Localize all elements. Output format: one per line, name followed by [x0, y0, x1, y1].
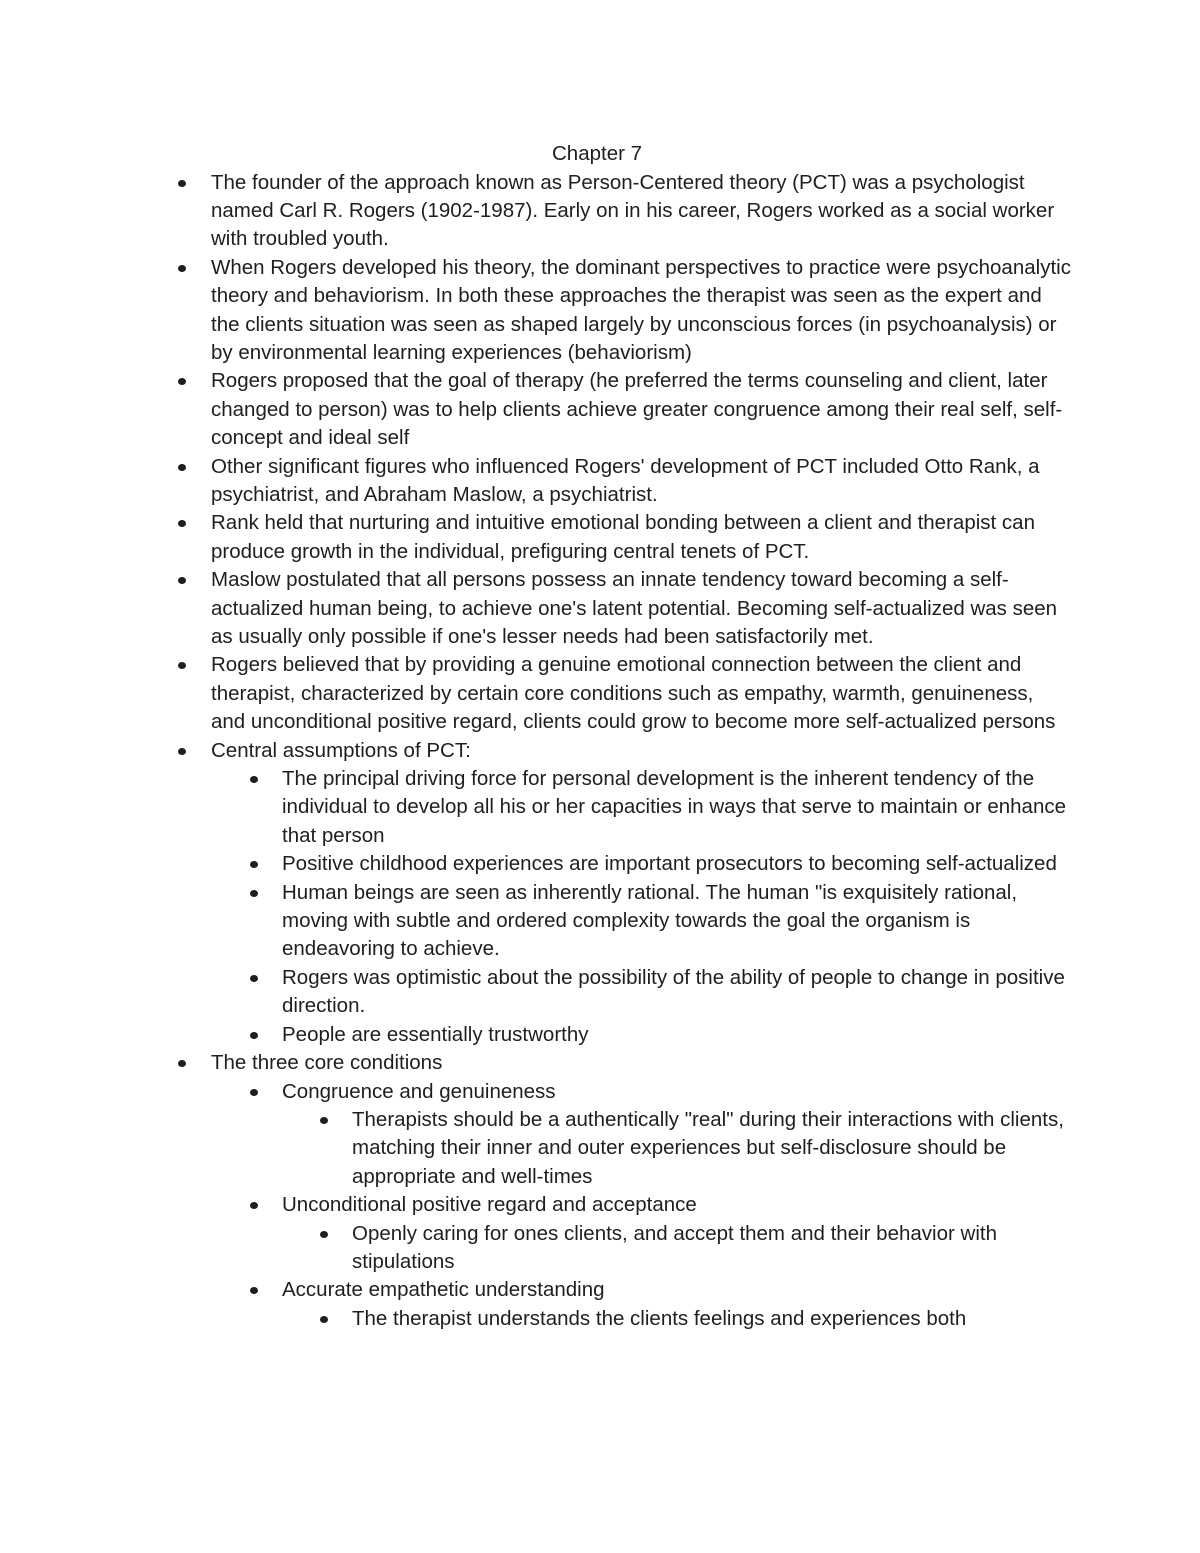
bullet-icon [178, 180, 186, 187]
bullet-icon [178, 662, 186, 669]
list-item [0, 453, 1071, 510]
bullet-icon [178, 464, 186, 471]
condition-label: Unconditional positive regard and acceptance [282, 1193, 697, 1217]
list-item [0, 1021, 1071, 1049]
condition-detail: Openly caring for ones clients, and accept them and their behavior with stipulations [352, 1221, 997, 1273]
list-item [0, 964, 1071, 1021]
list-item [0, 1078, 1071, 1192]
list-item [0, 850, 1071, 878]
bullet-icon [178, 1060, 186, 1067]
list-item [0, 566, 1071, 651]
list-item-text: Rogers proposed that the goal of therapy (he preferred the terms counseling and client, later changed to person) was to help clients achieve greater congruence among their real self, self-concept and ideal self [211, 369, 1063, 450]
list-item-text: Other significant figures who influenced Rogers' development of PCT included Otto Rank, a psychiatrist, and Abraham Maslow, a psychiatrist. [211, 454, 1040, 506]
bullet-icon [250, 776, 258, 783]
list-item [0, 254, 1071, 368]
bullet-icon [178, 265, 186, 272]
condition-detail: Therapists should be a authentically "real" during their interactions with clients, matching their inner and outer experiences but self-disclosure should be appropriate and well-times [352, 1107, 1064, 1188]
bullet-icon [178, 577, 186, 584]
core-conditions-item [0, 1049, 1071, 1333]
condition-label: Congruence and genuineness [282, 1079, 556, 1103]
bullet-icon [178, 378, 186, 385]
bullet-icon [250, 975, 258, 982]
bullet-icon [320, 1316, 328, 1323]
bullet-icon [250, 1032, 258, 1039]
list-item-text: Rank held that nurturing and intuitive emotional bonding between a client and therapist can produce growth in the individual, prefiguring central tenets of PCT. [211, 511, 1035, 563]
list-item [0, 1106, 1071, 1191]
assumptions-list [0, 765, 1071, 1049]
condition-label: Accurate empathetic understanding [282, 1278, 605, 1302]
bullet-icon [178, 748, 186, 755]
list-item-text: Positive childhood experiences are important prosecutors to becoming self-actualized [282, 852, 1057, 876]
list-item [0, 1305, 1071, 1333]
list-item [0, 367, 1071, 452]
list-item-text: The principal driving force for personal development is the inherent tendency of the individual to develop all his or her capacities in ways that serve to maintain or enhance that person [282, 767, 1066, 847]
bullet-icon [250, 1202, 258, 1209]
main-bullet-list [0, 169, 1200, 1334]
bullet-icon [250, 1089, 258, 1096]
bullet-icon [250, 1287, 258, 1294]
list-item [0, 1220, 1071, 1277]
list-item [0, 1276, 1071, 1333]
list-item-text: Maslow postulated that all persons possess an innate tendency toward becoming a self-actualized human being, to achieve one's latent potential. Becoming self-actualized was seen as usually only possible if one's lesser needs had been satisfactorily met. [211, 568, 1058, 648]
list-item-text: Human beings are seen as inherently rational. The human "is exquisitely rational, moving with subtle and ordered complexity towards the goal the organism is endeavoring to achieve. [282, 880, 1018, 961]
bullet-icon [320, 1231, 328, 1238]
list-item [0, 169, 1071, 254]
condition-detail-list [0, 1305, 1071, 1333]
condition-detail: The therapist understands the clients feelings and experiences both [352, 1306, 967, 1330]
page-title: Chapter 7 [551, 142, 643, 165]
list-item-text: People are essentially trustworthy [282, 1022, 589, 1046]
list-item-text: The founder of the approach known as Person-Centered theory (PCT) was a psychologist named Carl R. Rogers (1902-1987). Early on in his career, Rogers worked as a social worker with troubled youth. [211, 170, 1055, 251]
list-item [0, 651, 1071, 736]
list-item-text: Rogers believed that by providing a genuine emotional connection between the client and therapist, characterized by certain core conditions such as empathy, warmth, genuineness, and unconditional positive regard, clients could grow to become more self-actualized persons [211, 653, 1056, 734]
list-item [0, 765, 1071, 850]
list-item [0, 509, 1071, 566]
central-assumptions-item [0, 737, 1071, 1049]
list-item-text: When Rogers developed his theory, the dominant perspectives to practice were psychoanalytic theory and behaviorism. In both these approaches the therapist was seen as the expert and the clients situation was seen as shaped largely by unconscious forces (in psychoanalysis) or by environmental learning experiences (behaviorism) [211, 255, 1071, 364]
list-item-text: Rogers was optimistic about the possibility of the ability of people to change in positive direction. [282, 965, 1065, 1018]
bullet-icon [178, 520, 186, 527]
list-item [0, 1191, 1071, 1276]
bullet-icon [320, 1117, 328, 1124]
section-heading: Central assumptions of PCT: [211, 738, 471, 762]
core-conditions-list [0, 1078, 1071, 1334]
condition-detail-list [0, 1220, 1071, 1277]
bullet-icon [250, 890, 258, 897]
list-item [0, 879, 1071, 964]
bullet-icon [250, 861, 258, 868]
condition-detail-list [0, 1106, 1071, 1191]
section-heading: The three core conditions [211, 1051, 443, 1075]
